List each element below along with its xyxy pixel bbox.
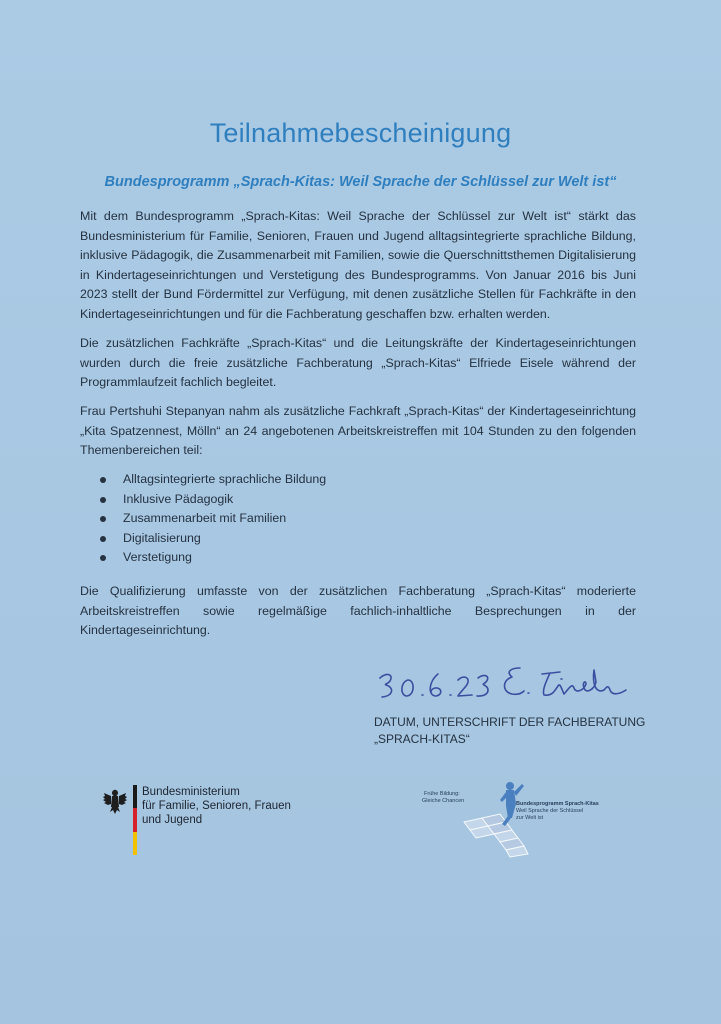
topic-list — [100, 470, 326, 568]
ministry-name — [142, 785, 291, 827]
bullet-icon — [100, 497, 106, 503]
program-subtitle: Bundesprogramm „Sprach-Kitas: Weil Sprache der Schlüssel zur Welt ist“ — [104, 174, 617, 190]
page-title: Teilnahmebescheinigung — [209, 118, 512, 148]
list-item — [100, 470, 326, 490]
logo-tagline-2: Gleiche Chancen — [422, 798, 465, 804]
bullet-icon — [100, 555, 106, 561]
signature-label-line1: DATUM, UNTERSCHRIFT DER FACHBERATUNG — [374, 715, 646, 729]
participation-paragraph: Frau Pertshuhi Stepanyan nahm als zusätzliche Fachkraft „Sprach-Kitas“ der Kindertageseinrichtung „Kita Spatzennest, Mölln“ an 24 angebotenen Arbeitskreistreffen mit 104 Stunden zu den folgenden Themenbereichen teil: — [80, 404, 636, 458]
qualification-paragraph: Die Qualifizierung umfasste von der zusätzlichen Fachberatung „Sprach-Kitas“ moderierte Arbeitskreistreffen sowie regelmäßige fachlich-inhaltliche Besprechungen in der Kindertageseinrichtung. — [80, 584, 636, 638]
flag-gold — [133, 832, 137, 855]
topic-label: Verstetigung — [123, 550, 192, 565]
guidance-paragraph: Die zusätzlichen Fachkräfte „Sprach-Kitas“ und die Leitungskräfte der Kindertageseinrichtungen wurden durch die freie zusätzliche Fachberatung „Sprach-Kitas“ Elfriede Eisele während der Programmlaufzeit fachlich begleitet. — [80, 336, 636, 390]
list-item — [100, 509, 326, 529]
topic-label: Digitalisierung — [123, 530, 201, 545]
ministry-logo — [102, 785, 302, 860]
list-item — [100, 548, 326, 568]
signature-label-line2: „SPRACH-KITAS“ — [374, 732, 470, 746]
handwritten-signature — [370, 660, 640, 710]
ministry-name-line1: Bundesministerium — [142, 786, 240, 798]
list-item — [100, 529, 326, 549]
sprach-kitas-logo — [420, 778, 600, 858]
topic-label: Zusammenarbeit mit Familien — [123, 511, 287, 526]
logo-tagline-1: Frühe Bildung: — [424, 791, 460, 797]
logo-name-line2: Weil Sprache der Schlüssel — [516, 808, 584, 814]
bullet-icon — [100, 516, 106, 522]
german-flag-stripe — [133, 785, 137, 855]
flag-red — [133, 808, 137, 831]
list-item — [100, 490, 326, 510]
logo-name-line1: Bundesprogramm Sprach-Kitas — [516, 801, 599, 807]
ministry-name-line2: für Familie, Senioren, Frauen — [142, 800, 291, 812]
bullet-icon — [100, 536, 106, 542]
intro-paragraph: Mit dem Bundesprogramm „Sprach-Kitas: Weil Sprache der Schlüssel zur Welt ist“ stärkt das Bundesministerium für Familie, Senioren, Frauen und Jugend alltagsintegrierte sprachliche Bildung, inklusive Pädagogik, die Zusammenarbeit mit Familien, sowie die Querschnittsthemen Digitalisierung in Kindertageseinrichtungen und Verstetigung des Bundesprogramms. Von Januar 2016 bis Juni 2023 stellt der Bund Fördermittel zur Verfügung, mit denen zusätzliche Stellen für Fachkräfte in den Kindertageseinrichtungen und für die Fachberatung geschaffen bzw. erhalten werden. — [80, 209, 636, 321]
topic-label: Alltagsintegrierte sprachliche Bildung — [123, 472, 327, 486]
bullet-icon — [100, 477, 106, 483]
ministry-name-line3: und Jugend — [142, 814, 203, 826]
logo-name-line3: zur Welt ist — [516, 815, 544, 821]
flag-black — [133, 785, 137, 808]
topic-label: Inklusive Pädagogik — [123, 491, 234, 506]
signature-label — [374, 714, 645, 748]
federal-eagle-icon — [102, 787, 128, 815]
